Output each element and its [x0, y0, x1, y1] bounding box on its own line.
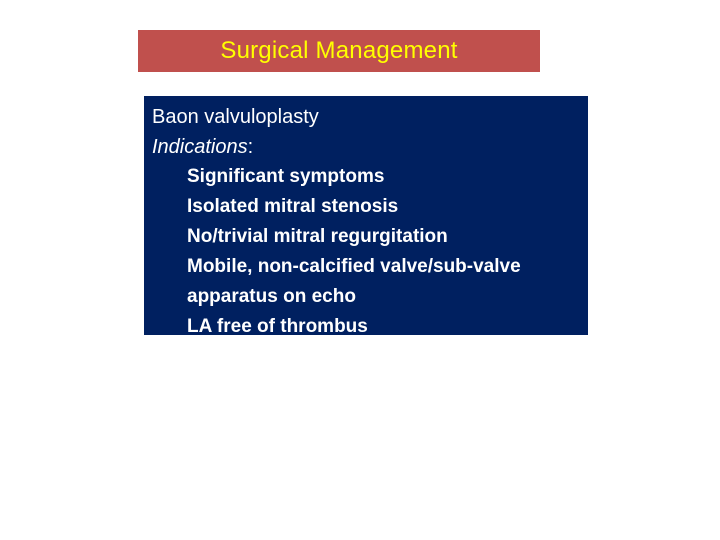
content-box: [144, 96, 588, 335]
indication-item: Significant symptoms: [187, 166, 385, 187]
indication-item: LA free of thrombus: [187, 316, 368, 337]
indications-line: [152, 132, 580, 162]
slide-title-text: Surgical Management: [220, 37, 458, 64]
indication-item: apparatus on echo: [187, 286, 356, 307]
indication-item: Mobile, non-calcified valve/sub-valve: [187, 256, 521, 277]
indications-label: Indications: [152, 136, 248, 158]
indication-item: Isolated mitral stenosis: [187, 196, 399, 217]
slide-title: [138, 30, 540, 72]
procedure-heading: Baon valvuloplasty: [152, 106, 319, 128]
indications-colon: :: [247, 136, 254, 158]
indication-item: No/trivial mitral regurgitation: [187, 226, 448, 247]
